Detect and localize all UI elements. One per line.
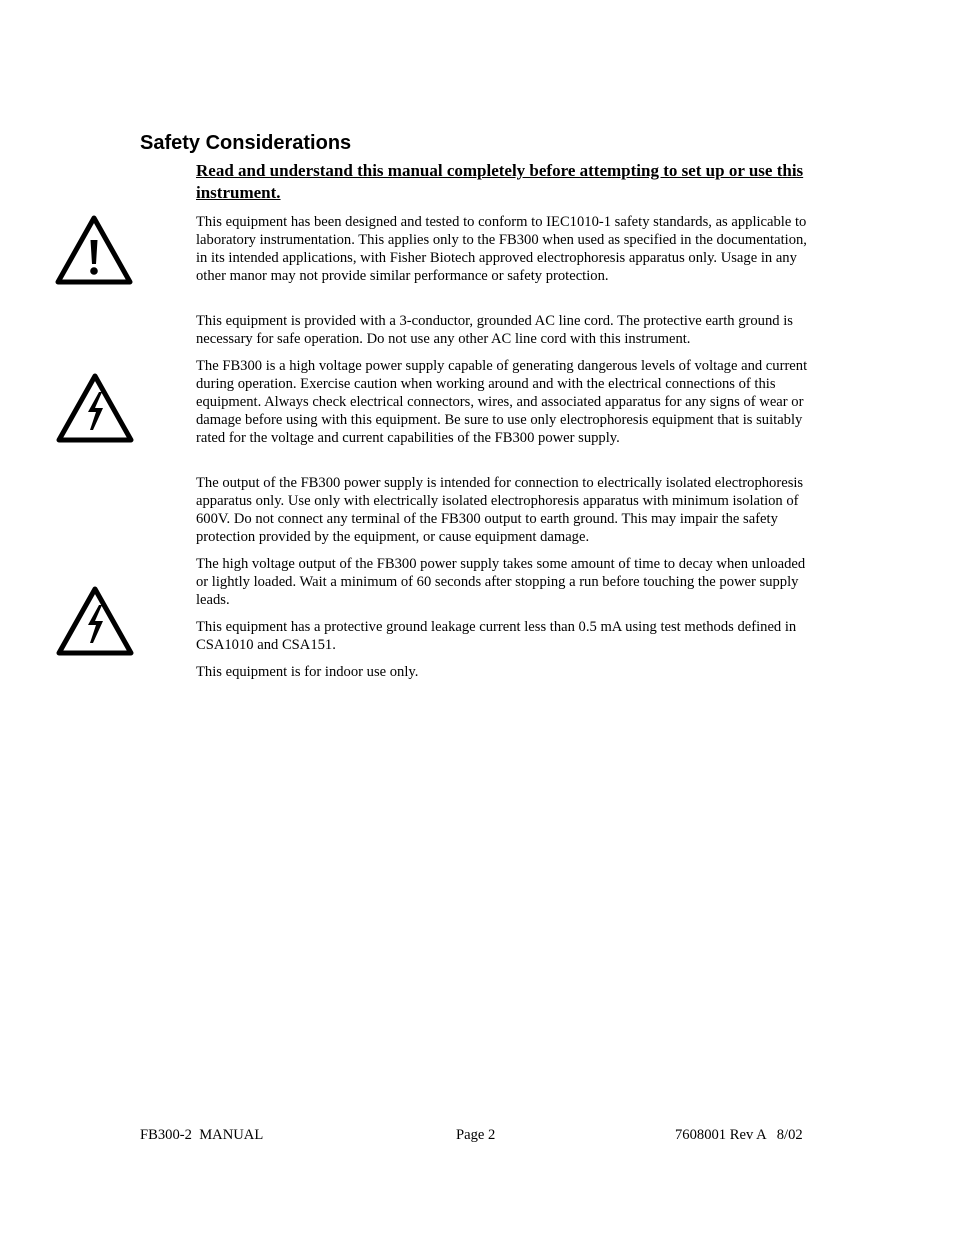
footer-page-number: Page 2 bbox=[456, 1127, 496, 1143]
paragraph-standards: This equipment has been designed and tested to conform to IEC1010-1 safety standards, as applicable to laboratory instrumentation. This applies only to the FB300 when used as specified in the documentation, in its intended applications, with Fisher Biotech approved electrophoresis apparatus only. Usage in any other manor may not provide similar performance or safety protection. bbox=[196, 214, 807, 284]
paragraph-indoor: This equipment is for indoor use only. bbox=[196, 664, 419, 680]
intro-warning: Read and understand this manual completely before attempting to set up or use this instrument. bbox=[196, 161, 804, 202]
paragraph-leakage: This equipment has a protective ground leakage current less than 0.5 mA using test methods defined in CSA1010 and CSA151. bbox=[196, 619, 797, 653]
high-voltage-icon bbox=[55, 372, 135, 444]
caution-exclamation-icon bbox=[54, 214, 134, 286]
paragraph-line-cord: This equipment is provided with a 3-conductor, grounded AC line cord. The protective earth ground is necessary for safe operation. Do not use any other AC line cord with this instrument. bbox=[196, 313, 793, 347]
paragraph-high-voltage: The FB300 is a high voltage power supply capable of generating dangerous levels of voltage and current during operation. Exercise caution when working around and with the electrical connections of this equipment. Always check electrical connectors, wires, and associated apparatus for any signs of wear or damage before using with this equipment. Be sure to use only electrophoresis equipment that is suitably rated for the voltage and current capabilities of the FB300 power supply. bbox=[196, 358, 808, 446]
paragraph-isolation: The output of the FB300 power supply is intended for connection to electrically isolated electrophoresis apparatus only. Use only with electrically isolated electrophoresis apparatus with minimum isolation of 600V. Do not connect any terminal of the FB300 output to earth ground. This may impair the safety protection provided by the equipment, or cause equipment damage. bbox=[196, 475, 804, 545]
footer-manual-title: FB300-2 MANUAL bbox=[140, 1127, 264, 1143]
high-voltage-icon bbox=[55, 585, 135, 657]
section-heading: Safety Considerations bbox=[140, 132, 352, 154]
footer-revision: 7608001 Rev A 8/02 bbox=[675, 1127, 803, 1143]
paragraph-decay: The high voltage output of the FB300 power supply takes some amount of time to decay when unloaded or lightly loaded. Wait a minimum of 60 seconds after stopping a run before touching the power supply leads. bbox=[196, 556, 806, 608]
